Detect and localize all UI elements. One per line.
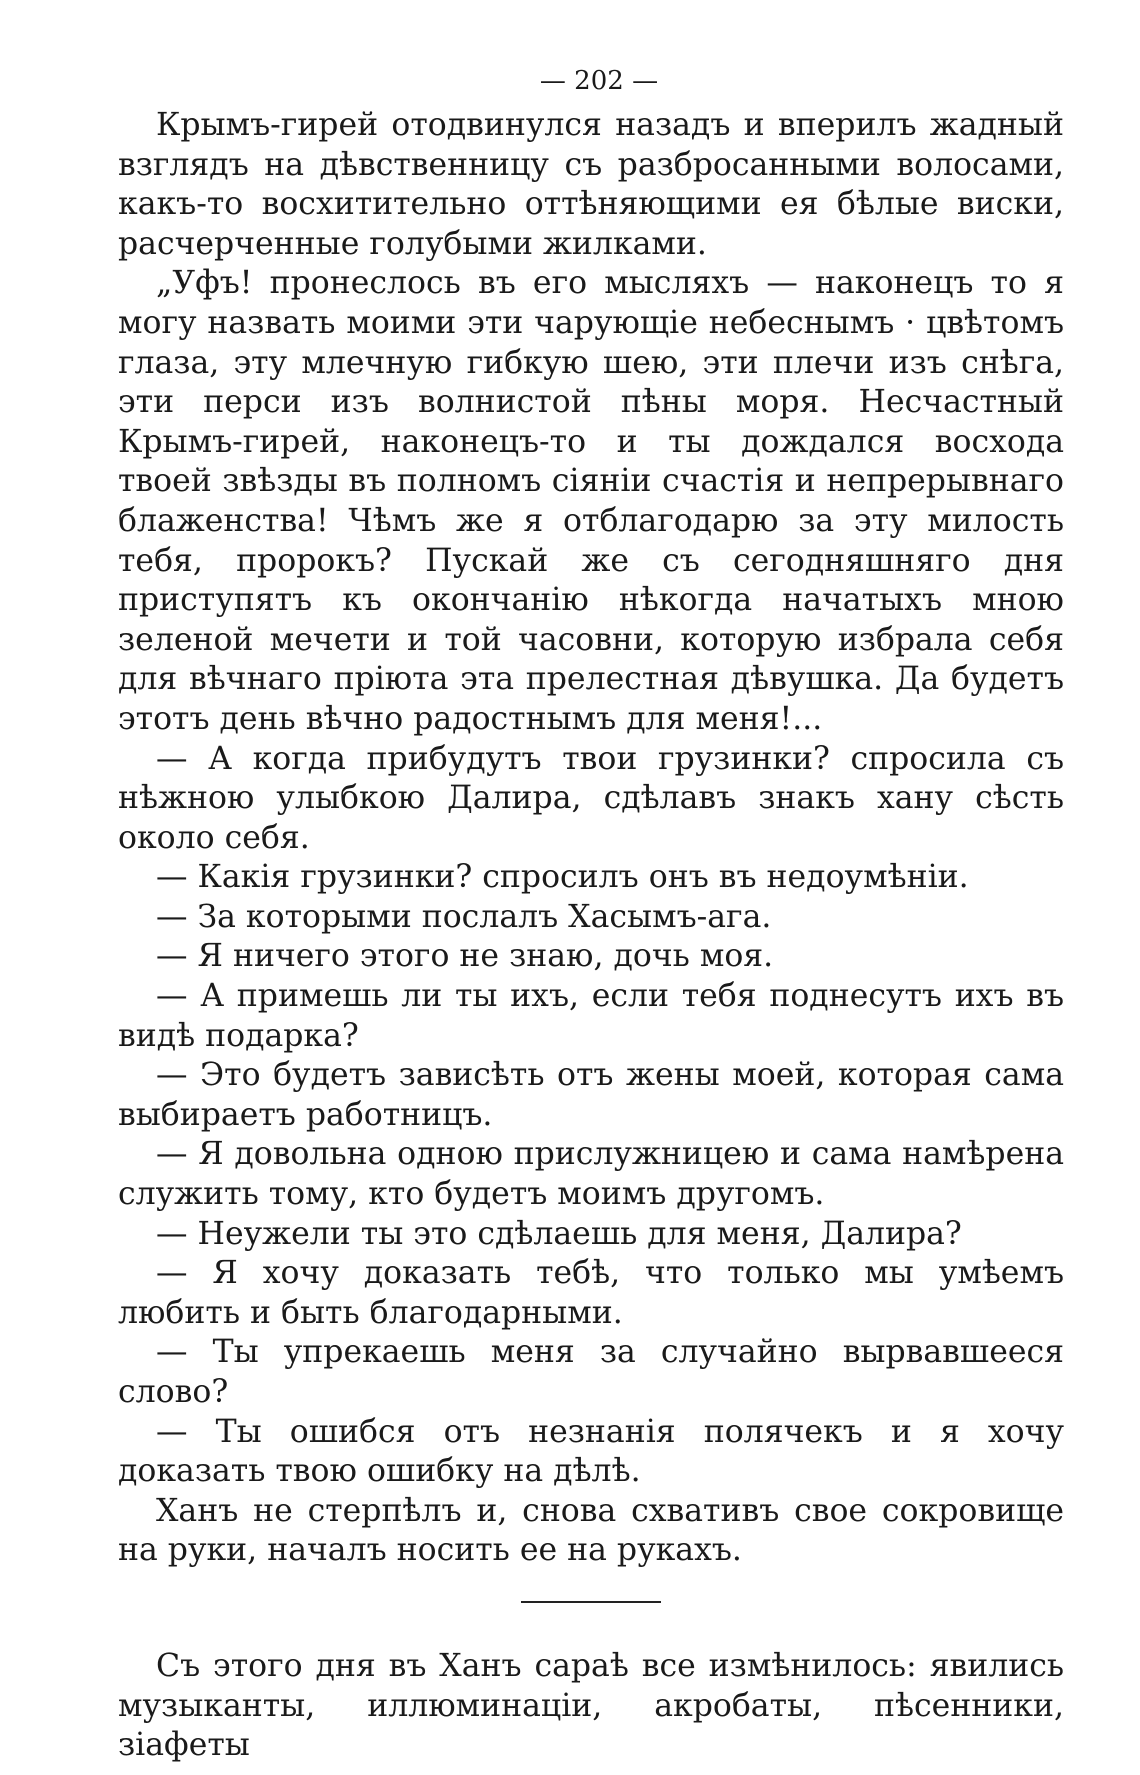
paragraph: Съ этого дня въ Ханъ сараѣ все измѣнилось: явились музыканты, иллюминаціи, акробаты, пѣсенники, зіафеты	[118, 1647, 1064, 1764]
dialogue-line: — Я хочу доказать тебѣ, что только мы умѣемъ любить и быть благодарными.	[118, 1255, 1064, 1331]
dialogue-line: — Я ничего этого не знаю, дочь моя.	[156, 938, 774, 975]
dialogue-line: — Ты ошибся отъ незнанія полячекъ и я хочу доказать твою ошибку на дѣлѣ.	[118, 1413, 1064, 1490]
paragraph: „Уфъ! пронеслось въ его мысляхъ — наконецъ то я могу назвать моими эти чарующіе небеснымъ · цвѣтомъ глаза, эту млечную гибкую шею, эти плечи изъ снѣга, эти перси изъ волнистой пѣны моря. Несчастный Крымъ-гирей, наконецъ-то и ты дождался восхода твоей звѣзды въ полномъ сіяніи счастія и непрерывнаго блаженства! Чѣмъ же я отблагодарю за эту милость тебя, пророкъ? Пускай же съ сегодняшняго дня приступятъ къ окончанію нѣкогда начатыхъ мною зеленой мечети и той часовни, которую избрала себя для вѣчнаго пріюта эта прелестная дѣвушка. Да будетъ этотъ день вѣчно радостнымъ для меня!...	[118, 265, 1064, 737]
paragraph: Крымъ-гирей отодвинулся назадъ и вперилъ жадный взглядъ на дѣвственницу съ разбросанными волосами, какъ-то восхитительно оттѣняющими ея бѣлые виски, расчерченные голубыми жилками.	[118, 107, 1064, 262]
section-divider	[521, 1601, 661, 1603]
dialogue-line: — Это будетъ зависѣть отъ жены моей, которая сама выбираетъ работницъ.	[118, 1057, 1064, 1133]
page-number: — 202 —	[539, 66, 659, 96]
dialogue-line: — За которыми послалъ Хасымъ-ага.	[156, 898, 772, 935]
next-section-text	[118, 1647, 1064, 1766]
dialogue-line: — А примешь ли ты ихъ, если тебя поднесутъ ихъ въ видѣ подарка?	[118, 978, 1064, 1054]
dialogue-line: — Ты упрекаешь меня за случайно вырвавшееся слово?	[118, 1334, 1064, 1410]
dialogue-line: — А когда прибудутъ твои грузинки? спросила съ нѣжною улыбкою Далира, сдѣлавъ знакъ хану сѣсть около себя.	[118, 740, 1064, 856]
paragraph: Ханъ не стерпѣлъ и, снова схвативъ свое сокровище на руки, началъ носить ее на рукахъ.	[118, 1492, 1064, 1569]
main-text	[118, 106, 1064, 1571]
dialogue-line: — Неужели ты это сдѣлаешь для меня, Далира?	[156, 1215, 962, 1252]
dialogue-line: — Какія грузинки? спросилъ онъ въ недоумѣніи.	[156, 859, 969, 896]
book-page	[118, 62, 1064, 1766]
dialogue-line: — Я довольна одною прислужницею и сама намѣрена служить тому, кто будетъ моимъ другомъ.	[118, 1136, 1064, 1213]
